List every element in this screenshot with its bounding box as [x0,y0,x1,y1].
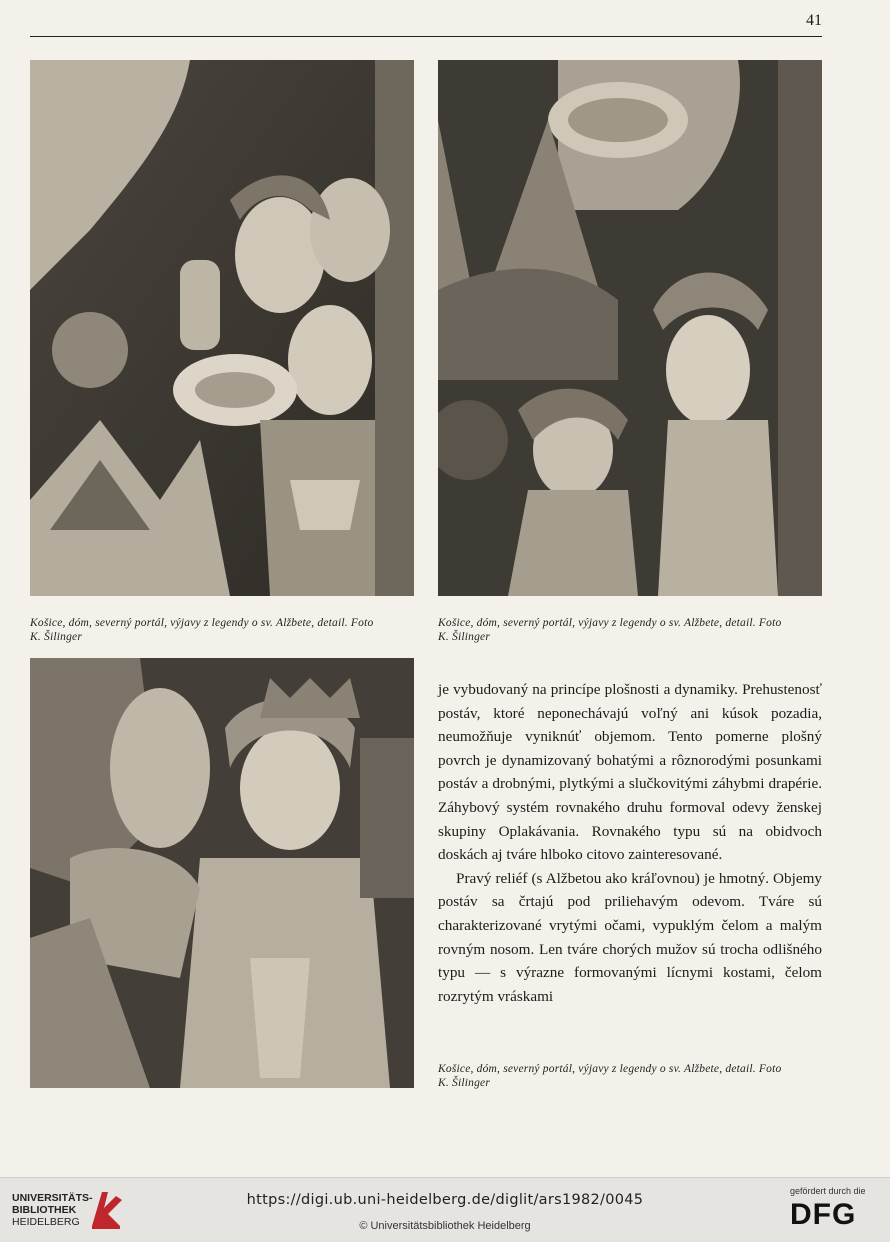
body-paragraph-1: je vybudovaný na princípe plošnosti a dynamiky. Prehustenosť postáv, ktoré neponechávajú voľný ani kúsok pozadia, neumožňuje vyniknúť objemom. Tento pomerne plošný povrch je dynamizovaný bohatými a rôznorodými posunkami postáv a drobnými, plytkými a slučkovitými záhybmi drapérie. Záhybový systém rovnakého druhu formoval odevy ženskej skupiny Oplakávania. Rovnakého typu sú na obidvoch doskách aj tváre hlboko citovo zainteresované. [438,681,822,864]
caption-left-line1: Košice, dóm, severný portál, výjavy z legendy o sv. Alžbete, detail. Foto [30,617,374,629]
dfg-logo[interactable]: DFG [790,1198,857,1231]
caption-bottom-line1: Košice, dóm, severný portál, výjavy z legendy o sv. Alžbete, detail. Foto [438,1063,782,1075]
relief-image-bottom [30,658,414,1088]
caption-bottom [438,1062,828,1090]
library-name-line3: HEIDELBERG [12,1216,80,1228]
relief-image-left [30,60,414,596]
funder-label: gefördert durch die [790,1186,866,1196]
copyright-notice: © Universitätsbibliothek Heidelberg [359,1220,531,1232]
caption-left [30,616,420,644]
caption-right [438,616,828,644]
caption-bottom-line2: K. Šilinger [438,1077,491,1089]
article-body [438,678,822,1008]
permalink-url[interactable]: https://digi.ub.uni-heidelberg.de/diglit/ars1982/0045 [246,1192,644,1208]
relief-photo-right [438,60,822,596]
relief-photo-bottom [30,658,414,1088]
page-number: 41 [806,12,822,29]
library-name-line1: UNIVERSITÄTS- [12,1192,93,1204]
caption-left-line2: K. Šilinger [30,631,83,643]
body-paragraph-2: Pravý reliéf (s Alžbetou ako kráľovnou) je hmotný. Objemy postáv sa črtajú pod priliehavým odevom. Tváre sú charakterizované vrytými očami, vypuklým čelom a malým rovným nosom. Len tváre chorých mužov sú trocha odlišného typu — s výrazne formovanými lícnymi kostami, čelom rozrytým vráskami [438,869,822,1005]
caption-right-line1: Košice, dóm, severný portál, výjavy z legendy o sv. Alžbete, detail. Foto [438,617,782,629]
relief-photo-left [30,60,414,596]
caption-right-line2: K. Šilinger [438,631,491,643]
digitization-footer [0,1177,890,1242]
relief-image-right [438,60,822,596]
header-rule [30,36,822,37]
library-name-line2: BIBLIOTHEK [12,1204,77,1216]
